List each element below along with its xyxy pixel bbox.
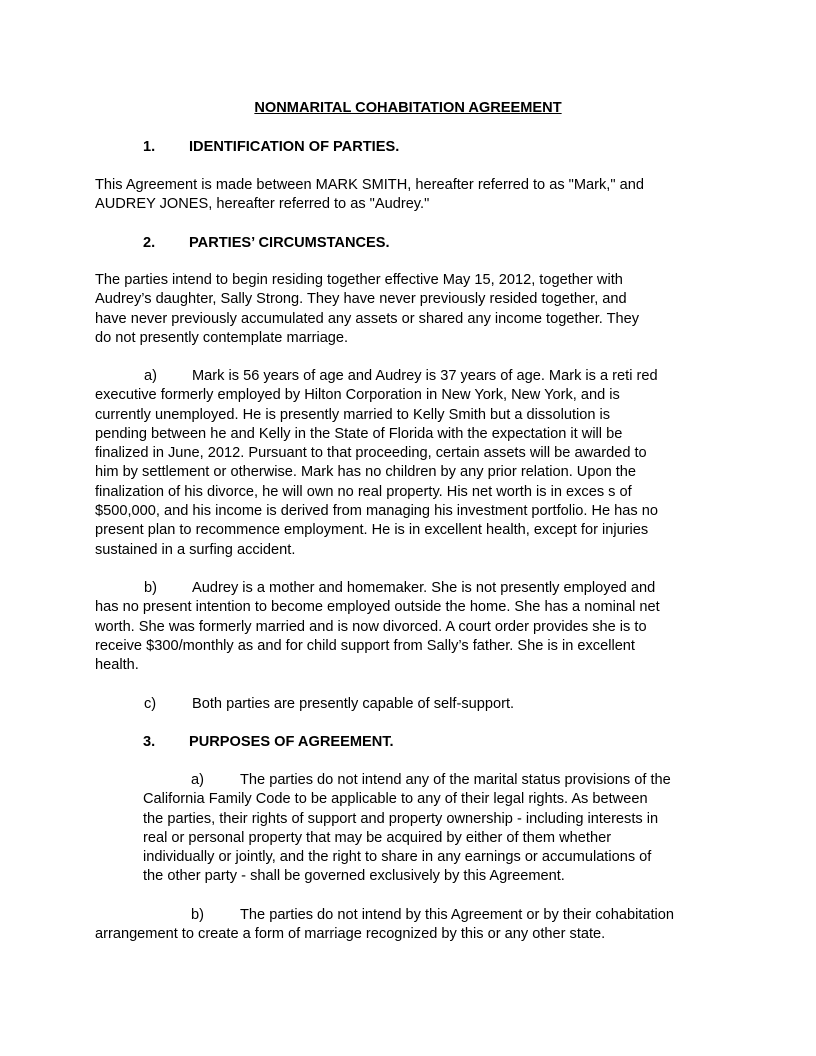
- paragraph-line: real or personal property that may be acquired by either of them whether: [143, 829, 612, 846]
- paragraph-line: health.: [95, 657, 139, 674]
- paragraph-line: Audrey is a mother and homemaker. She is not presently employed and: [192, 580, 656, 596]
- item-label: c): [144, 696, 157, 712]
- paragraph-line: The parties do not intend by this Agreement or by their cohabitation: [240, 907, 675, 923]
- section-3-title: PURPOSES OF AGREEMENT.: [189, 734, 394, 750]
- item-label: a): [144, 368, 157, 384]
- paragraph-line: AUDREY JONES, hereafter referred to as "Audrey.": [95, 196, 430, 213]
- paragraph-line: California Family Code to be applicable to any of their legal rights. As between: [143, 791, 648, 808]
- section-3-item-b: [95, 906, 715, 945]
- section-2-item-b: [95, 579, 715, 675]
- paragraph-line: worth. She was formerly married and is now divorced. A court order provides she is to: [95, 618, 647, 635]
- paragraph-line: individually or jointly, and the right to share in any earnings or accumulations of: [143, 849, 652, 866]
- section-1-number: 1.: [143, 139, 156, 155]
- item-label: a): [191, 772, 204, 788]
- paragraph-line: finalized in June, 2012. Pursuant to that proceeding, certain assets will be awarded to: [95, 445, 647, 462]
- paragraph-line: finalization of his divorce, he will own no real property. His net worth is in exces s of: [95, 483, 632, 500]
- section-1-title: IDENTIFICATION OF PARTIES.: [189, 139, 400, 155]
- section-2-item-a: [95, 367, 715, 560]
- section-3-number: 3.: [143, 734, 156, 750]
- paragraph-line: currently unemployed. He is presently married to Kelly Smith but a dissolution is: [95, 406, 611, 423]
- section-2-title: PARTIES’ CIRCUMSTANCES.: [189, 235, 390, 251]
- paragraph-line: Both parties are presently capable of self-support.: [192, 696, 515, 712]
- section-3-item-a: [143, 771, 723, 887]
- item-label: b): [144, 580, 157, 596]
- paragraph-line: has no present intention to become employed outside the home. She has a nominal net: [95, 599, 660, 616]
- paragraph-line: pending between he and Kelly in the State of Florida with the expectation it will be: [95, 425, 623, 442]
- paragraph-line: receive $300/monthly as and for child support from Sally’s father. She is in excellent: [95, 637, 635, 654]
- paragraph-line: $500,000, and his income is derived from managing his investment portfolio. He has no: [95, 503, 658, 520]
- paragraph-line: the parties, their rights of support and property ownership - including interests in: [143, 810, 659, 827]
- paragraph-line: do not presently contemplate marriage.: [95, 329, 349, 346]
- item-label: b): [191, 907, 204, 923]
- section-2-intro: [95, 271, 715, 348]
- paragraph-line: executive formerly employed by Hilton Corporation in New York, New York, and is: [95, 387, 620, 404]
- section-2-item-c: [95, 695, 715, 714]
- section-3-heading: [143, 733, 394, 752]
- document-title: NONMARITAL COHABITATION AGREEMENT: [254, 100, 562, 116]
- paragraph-line: sustained in a surfing accident.: [95, 541, 296, 558]
- paragraph-line: have never previously accumulated any assets or shared any income together. They: [95, 310, 640, 327]
- paragraph-line: the other party - shall be governed exclusively by this Agreement.: [143, 868, 565, 885]
- paragraph-line: Audrey’s daughter, Sally Strong. They have never previously resided together, and: [95, 291, 627, 308]
- paragraph-line: present plan to recommence employment. He is in excellent health, except for injuries: [95, 522, 649, 539]
- paragraph-line: The parties intend to begin residing together effective May 15, 2012, together with: [95, 272, 623, 288]
- section-2-heading: [143, 234, 390, 253]
- paragraph-line: This Agreement is made between MARK SMITH, hereafter referred to as "Mark," and: [95, 177, 644, 193]
- paragraph-line: Mark is 56 years of age and Audrey is 37 years of age. Mark is a reti red: [192, 368, 658, 384]
- paragraph-line: arrangement to create a form of marriage recognized by this or any other state.: [95, 926, 606, 943]
- paragraph-line: The parties do not intend any of the marital status provisions of the: [240, 772, 671, 788]
- section-2-number: 2.: [143, 235, 156, 251]
- section-1-heading: [143, 138, 399, 157]
- paragraph-line: him by settlement or otherwise. Mark has no children by any prior relation. Upon the: [95, 464, 637, 481]
- section-1-paragraph: [95, 176, 715, 215]
